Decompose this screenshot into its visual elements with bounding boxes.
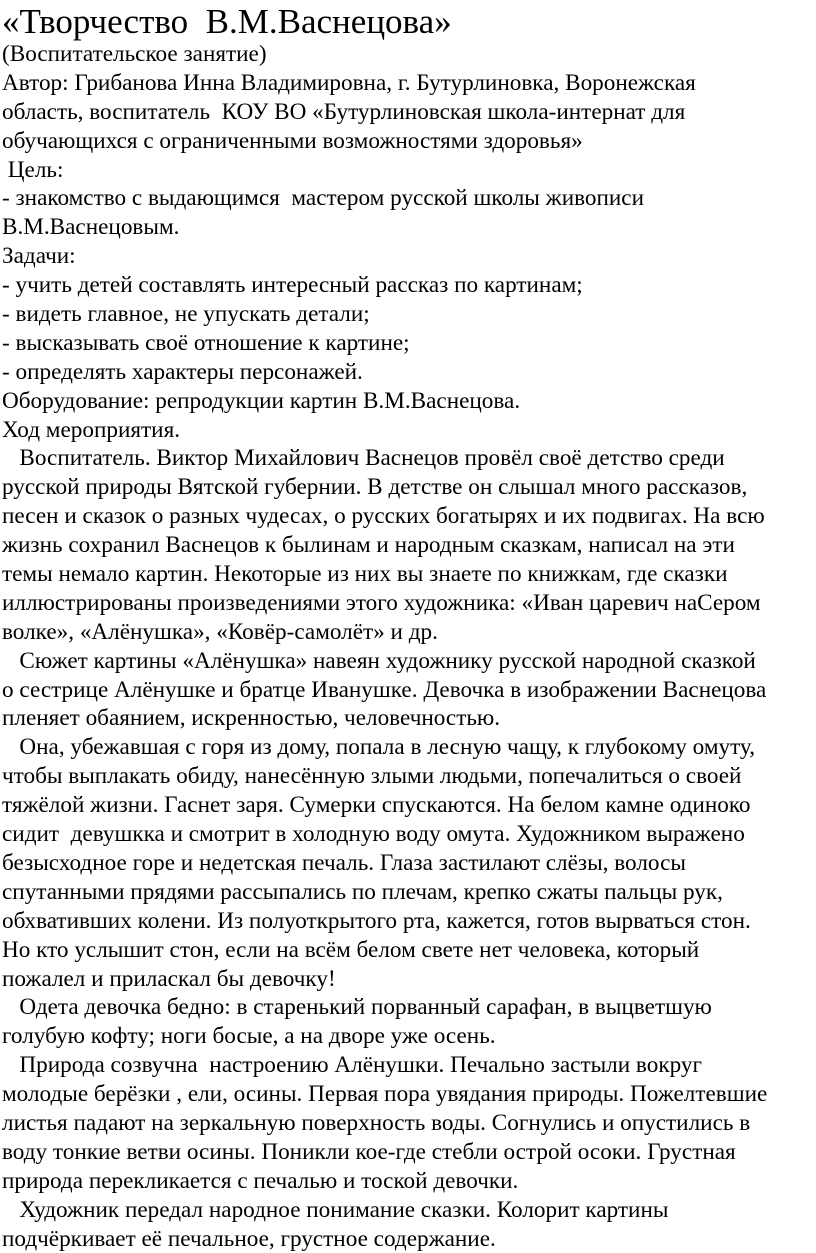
text-line: иллюстрированы произведениями этого художника: «Иван царевич наСером xyxy=(2,589,761,616)
text-line: Сюжет картины «Алёнушка» навеян художнику русской народной сказкой xyxy=(2,647,756,674)
text-line: спутанными прядями рассыпались по плечам, крепко сжаты пальцы рук, xyxy=(2,878,723,905)
text-line: Одета девочка бедно: в старенький порванный сарафан, в выцветшую xyxy=(2,994,712,1021)
text-line: природа перекликается с печалью и тоской девочки. xyxy=(2,1167,519,1194)
text-line: - знакомство с выдающимся мастером русской школы живописи xyxy=(2,185,645,212)
text-line: Воспитатель. Виктор Михайлович Васнецов провёл своё детство среди xyxy=(2,445,725,472)
text-line: Она, убежавшая с горя из дому, попала в лесную чащу, к глубокому омуту, xyxy=(2,734,755,761)
text-line: песен и сказок о разных чудесах, о русских богатырях и их подвигах. На всю xyxy=(2,503,765,530)
text-line: молодые берёзки , ели, осины. Первая пора увядания природы. Пожелтевшие xyxy=(2,1081,768,1108)
text-line: подчёркивает её печальное, грустное содержание. xyxy=(2,1225,496,1252)
text-line: - определять характеры персонажей. xyxy=(2,358,363,385)
text-line: Природа созвучна настроению Алёнушки. Печально застыли вокруг xyxy=(2,1052,702,1079)
text-line: чтобы выплакать обиду, нанесённую злыми людьми, попечалиться о своей xyxy=(2,763,742,790)
text-line: листья падают на зеркальную поверхность воды. Согнулись и опустились в xyxy=(2,1109,751,1136)
text-line: тяжёлой жизни. Гаснет заря. Сумерки спускаются. На белом камне одиноко xyxy=(2,792,751,819)
text-line: безысходное горе и недетская печаль. Глаза застилают слёзы, волосы xyxy=(2,849,686,876)
text-line: В.М.Васнецовым. xyxy=(2,214,180,241)
text-line: голубую кофту; ноги босые, а на дворе уже осень. xyxy=(2,1023,496,1050)
document-title: «Творчество В.М.Васнецова» xyxy=(2,2,452,41)
text-line: область, воспитатель КОУ ВО «Бутурлиновская школа-интернат для xyxy=(2,98,686,125)
text-line: Но кто услышит стон, если на всём белом свете нет человека, который xyxy=(2,936,700,963)
text-line: жизнь сохранил Васнецов к былинам и народным сказкам, написал на эти xyxy=(2,532,735,559)
text-line: пленяет обаянием, искренностью, человечностью. xyxy=(2,705,501,732)
text-line: обхвативших колени. Из полуоткрытого рта, кажется, готов вырваться стон. xyxy=(2,907,751,934)
text-line: пожалел и приласкал бы девочку! xyxy=(2,965,336,992)
text-line: Цель: xyxy=(2,156,64,183)
text-line: воду тонкие ветви осины. Поникли кое-где стебли острой осоки. Грустная xyxy=(2,1138,736,1165)
text-line: Ход мероприятия. xyxy=(2,416,181,443)
text-line: сидит девушкка и смотрит в холодную воду омута. Художником выражено xyxy=(2,821,745,848)
text-line: Художник передал народное понимание сказки. Колорит картины xyxy=(2,1196,669,1223)
text-line: волке», «Алёнушка», «Ковёр-самолёт» и др. xyxy=(2,618,438,645)
text-line: - учить детей составлять интересный рассказ по картинам; xyxy=(2,272,583,299)
text-line: о сестрице Алёнушке и братце Иванушке. Девочка в изображении Васнецова xyxy=(2,676,767,703)
text-line: темы немало картин. Некоторые из них вы знаете по книжкам, где сказки xyxy=(2,561,728,588)
text-line: (Воспитательское занятие) xyxy=(2,41,267,67)
text-line: - высказывать своё отношение к картине; xyxy=(2,329,410,356)
text-line: Задачи: xyxy=(2,243,76,270)
document-body xyxy=(2,40,814,1253)
text-line: Оборудование: репродукции картин В.М.Васнецова. xyxy=(2,387,521,414)
text-line: - видеть главное, не упускать детали; xyxy=(2,301,370,328)
text-line: русской природы Вятской губернии. В детстве он слышал много рассказов, xyxy=(2,474,748,501)
text-line: обучающихся с ограниченными возможностями здоровья» xyxy=(2,127,583,154)
text-line: Автор: Грибанова Инна Владимировна, г. Бутурлиновка, Воронежская xyxy=(2,69,696,96)
